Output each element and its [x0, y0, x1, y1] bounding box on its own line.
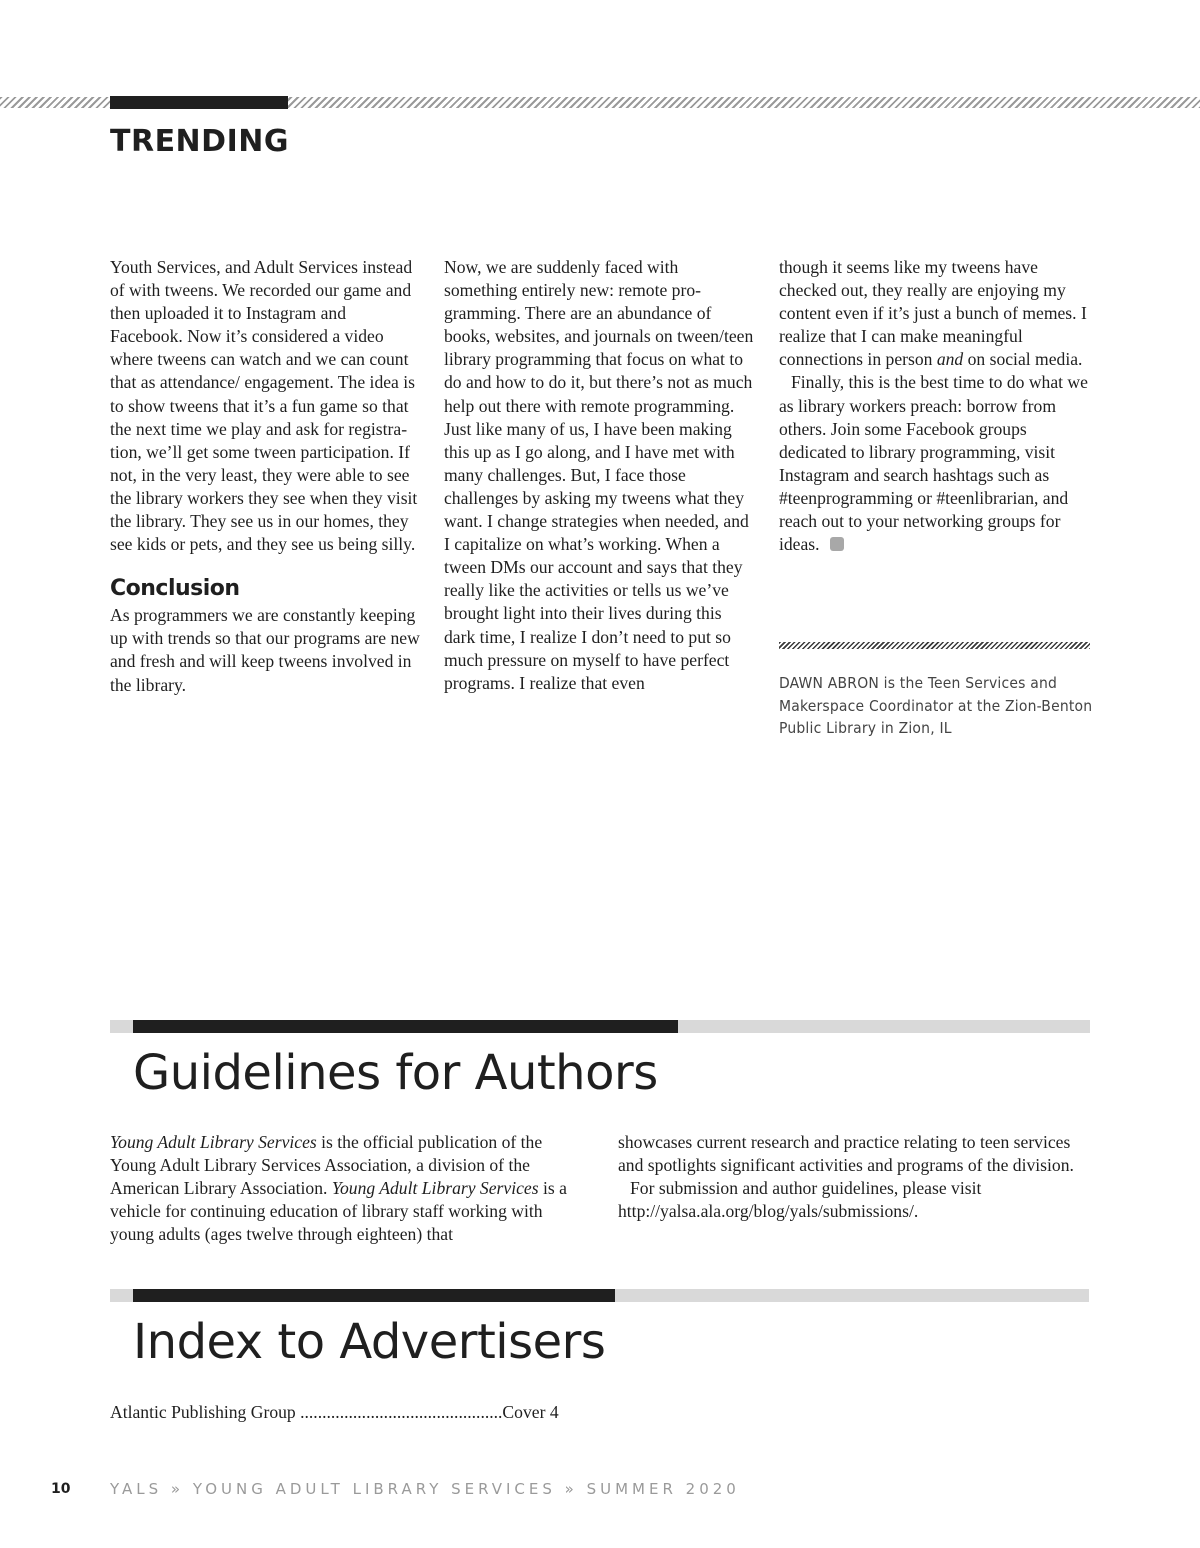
submission-link[interactable]: For submission and author guidelines, please visit http://yalsa.ala.org/blog/yals/submissions/.: [618, 1178, 982, 1222]
author-bio: DAWN ABRON is the Teen Services and Makerspace Coordinator at the Zion-Benton Public Library in Zion, IL: [779, 674, 1093, 737]
guidelines-bar-dark: [133, 1020, 678, 1033]
running-footer: YALS » YOUNG ADULT LIBRARY SERVICES » SUMMER 2020: [110, 1480, 740, 1498]
article-column-2: [444, 256, 756, 695]
guidelines-paragraph: Young Adult Library Services is the official publication of the Young Adult Library Services Association, a division of the American Library Association. Young Adult Library Services is a vehicle for continuing education of library staff working with young adults (ages twelve through eighteen) that: [110, 1132, 567, 1245]
article-paragraph: Youth Services, and Adult Services instead of with tweens. We recorded our game and then uploaded it to Instagram and Facebook. Now it’s considered a video where tweens can watch and we can count that as attendance/ engagement. The idea is to show tweens that it’s a fun game so that the next time we play and ask for registration, we’ll get some tween participation. If not, in the very least, they were able to see the library workers they see when they visit the library. They see us in our homes, they see kids or pets, and they see us being silly.: [110, 257, 418, 555]
guidelines-paragraph: showcases current research and practice relating to teen services and spotlights significant activities and programs of the division.: [618, 1132, 1074, 1176]
guidelines-title: Guidelines for Authors: [133, 1045, 658, 1101]
article-paragraph: though it seems like my tweens have checked out, they really are enjoying my content even if it’s just a bunch of memes. I realize that I can make meaningful connections in person and on social media.: [779, 257, 1087, 370]
advertiser-entry: Atlantic Publishing Group ..............................................Cover 4: [110, 1402, 559, 1422]
article-paragraph: As programmers we are constantly keeping up with trends so that our programs are new and fresh and will keep tweens involved in the library.: [110, 605, 420, 695]
advertisers-bar-dark: [133, 1289, 615, 1302]
advertisers-title: Index to Advertisers: [133, 1314, 606, 1370]
article-paragraph: Finally, this is the best time to do what we as library workers preach: borrow from others. Join some Facebook groups dedicated to library programming, visit Instagram and search hashtags such as #teenprogramming or #teenlibrarian, and reach out to your networking groups for ideas.: [779, 372, 1088, 555]
page-number: 10: [51, 1481, 71, 1497]
conclusion-heading: Conclusion: [110, 576, 240, 602]
end-of-article-mark: [830, 537, 844, 551]
guidelines-column-2: [618, 1131, 1090, 1223]
top-accent-bar: [110, 96, 288, 109]
guidelines-column-1: [110, 1131, 582, 1246]
article-paragraph: Now, we are suddenly faced with something entirely new: remote programming. There are an abundance of books, websites, and journals on tween/teen library programming that focus on what to do and how to do it, but there’s not as much help out there with remote programming. Just like many of us, I have been making this up as I go along, and I have met with many challenges. But, I face those challenges by asking my tweens what they want. I change strategies when needed, and I capitalize on what’s working. When a tween DMs our account and says that they really like the activities or tells us we’ve brought light into their lives during this dark time, I realize I don’t need to put so much pressure on myself to have perfect programs. I realize that even: [444, 257, 754, 693]
article-column-1: [110, 256, 423, 697]
section-label: TRENDING: [110, 124, 289, 159]
bio-hatched-rule: [779, 642, 1090, 649]
article-column-3: [779, 256, 1091, 556]
